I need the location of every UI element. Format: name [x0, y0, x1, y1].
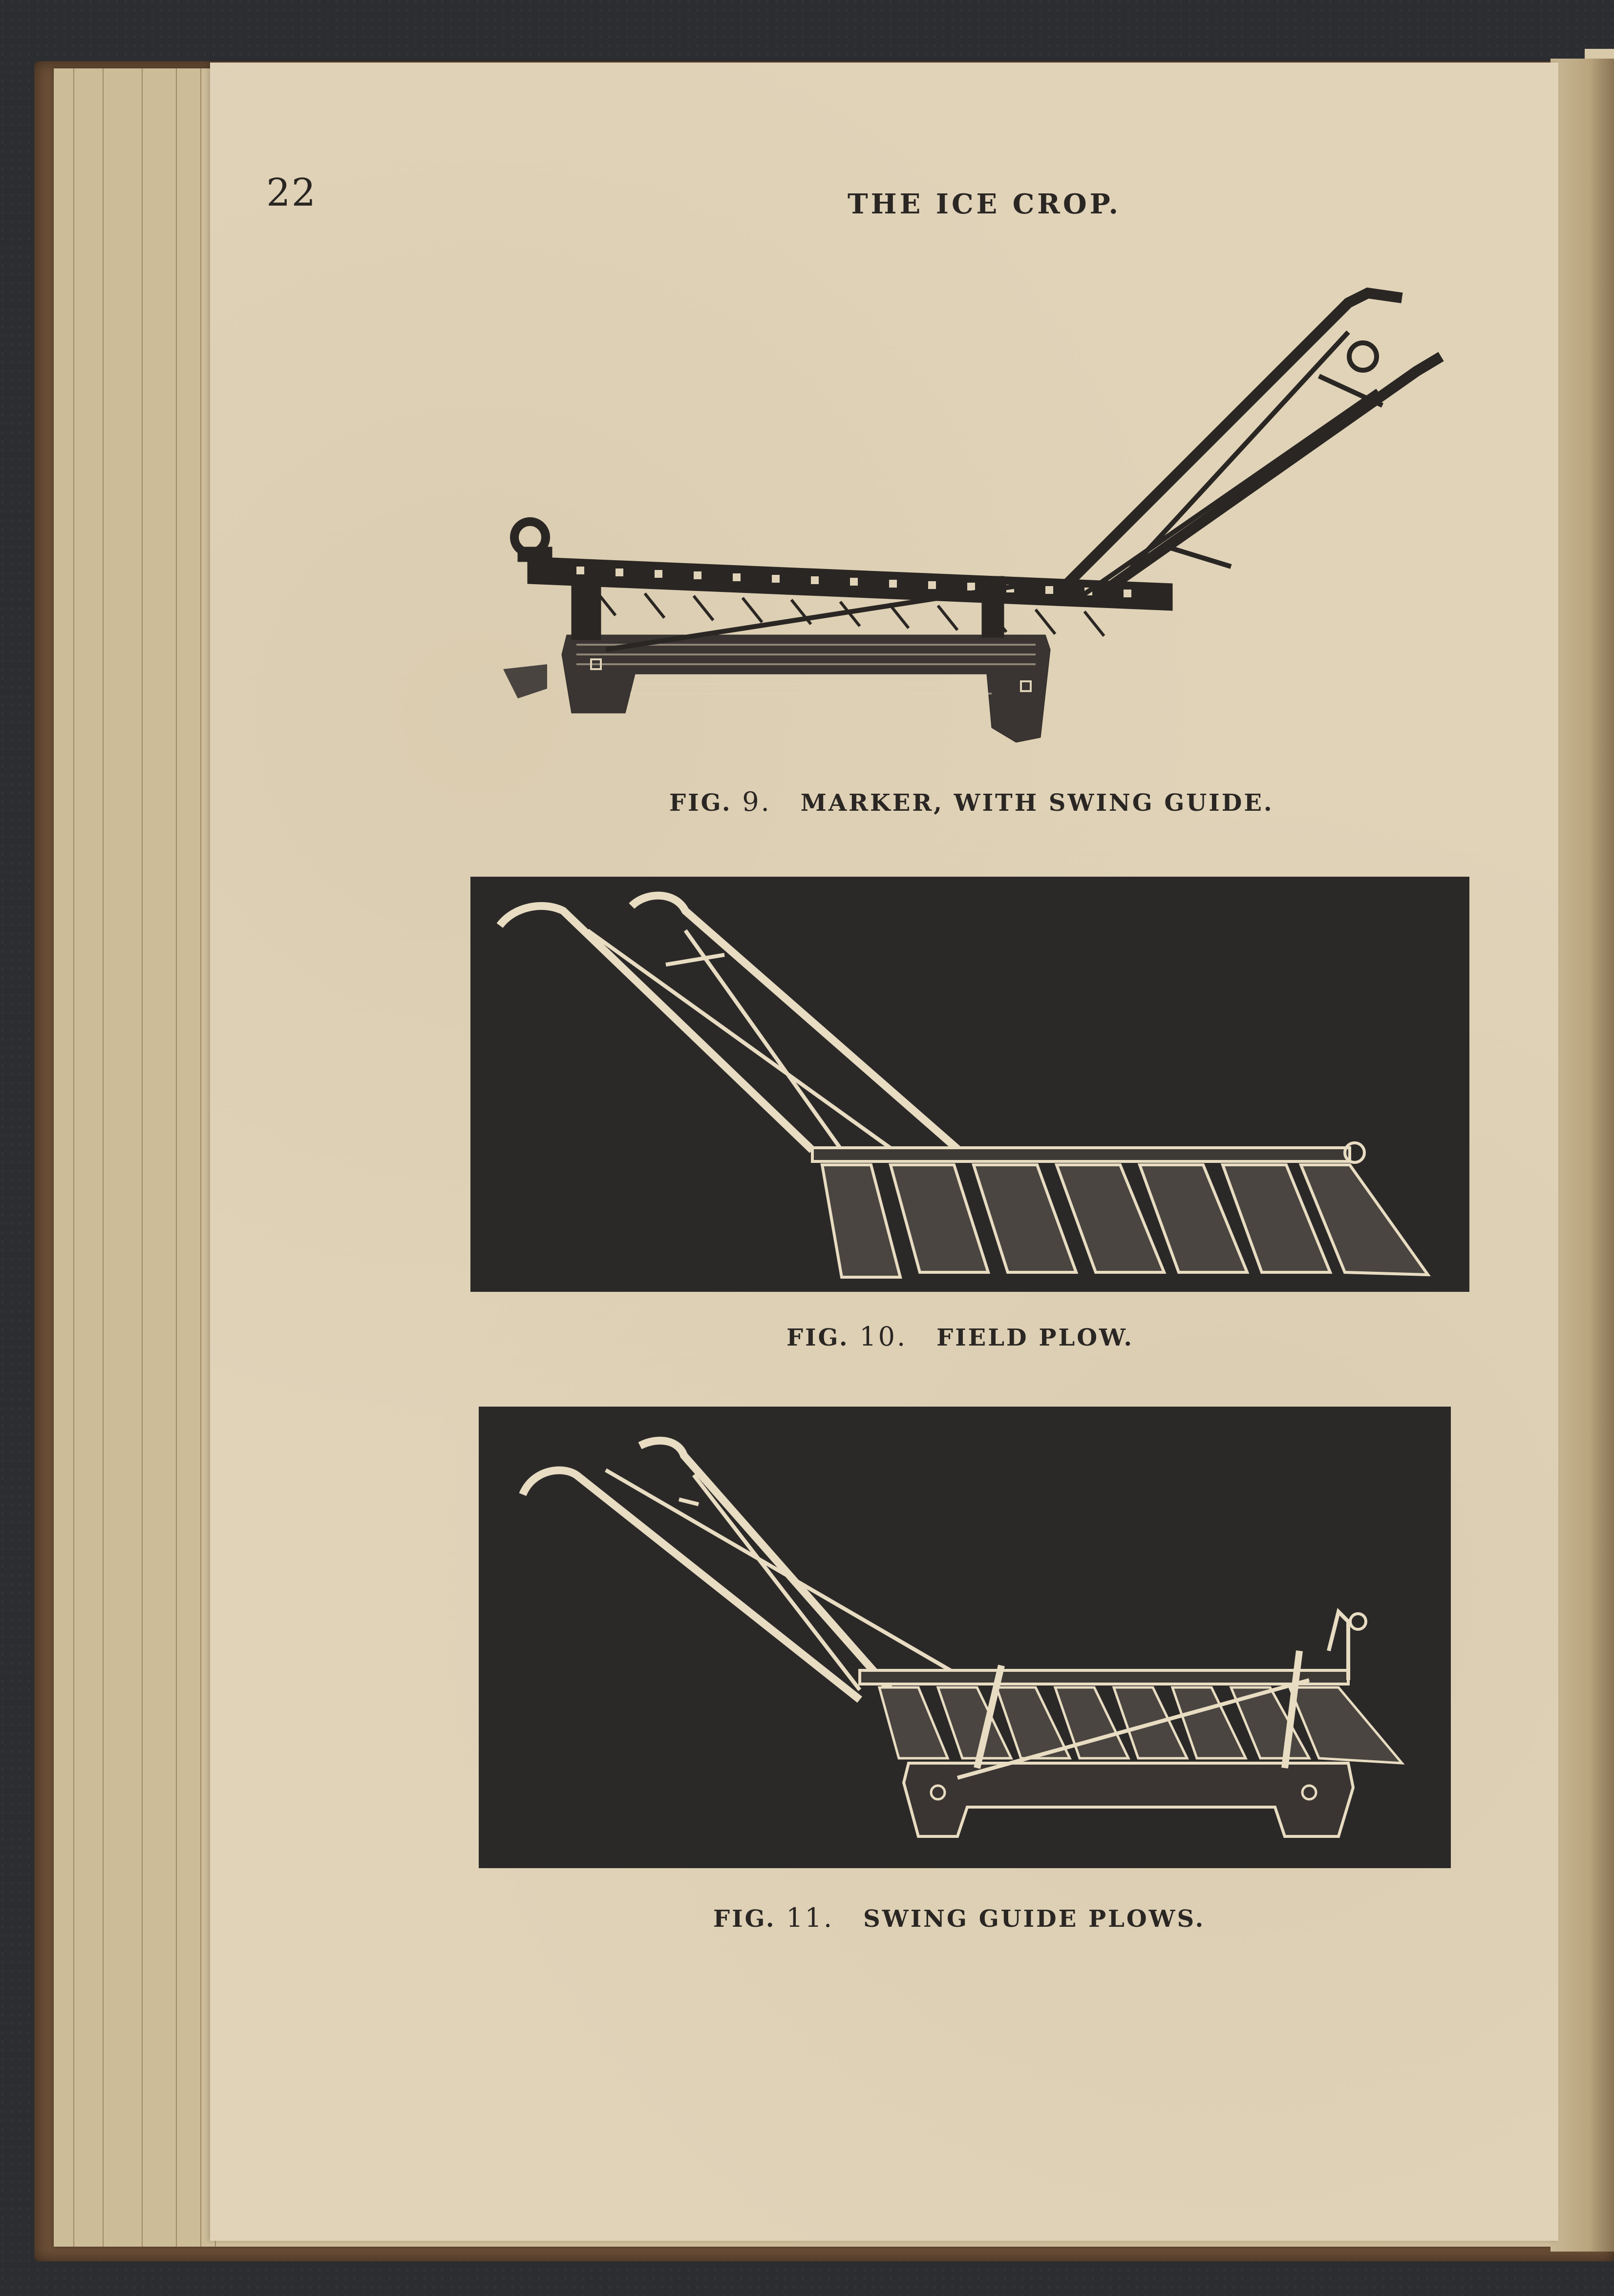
figure-11-label: FIG.	[713, 1905, 776, 1933]
figure-11-caption	[713, 1902, 1205, 1933]
figure-11-number: 11.	[786, 1902, 834, 1933]
page-number: 22	[266, 171, 317, 215]
figure-9-title: MARKER, WITH SWING GUIDE.	[800, 789, 1274, 817]
field-plow-engraving	[470, 877, 1469, 1292]
figure-10-title: FIELD PLOW.	[936, 1324, 1134, 1351]
figure-10-caption	[786, 1321, 1134, 1352]
marker-with-swing-guide-engraving	[488, 274, 1465, 747]
figure-9-number: 9.	[742, 786, 771, 817]
figure-9-label: FIG.	[669, 789, 732, 817]
figure-11-title: SWING GUIDE PLOWS.	[863, 1905, 1206, 1933]
running-head: THE ICE CROP.	[848, 188, 1121, 220]
figure-10-illustration	[470, 877, 1469, 1292]
swing-guide-plows-engraving	[479, 1407, 1451, 1868]
figure-11-illustration	[479, 1407, 1451, 1868]
figure-10-label: FIG.	[786, 1324, 849, 1351]
figure-9-caption	[669, 786, 1274, 817]
book-gutter	[1550, 59, 1614, 2252]
figure-9-illustration	[488, 274, 1465, 747]
figure-10-number: 10.	[859, 1321, 908, 1352]
